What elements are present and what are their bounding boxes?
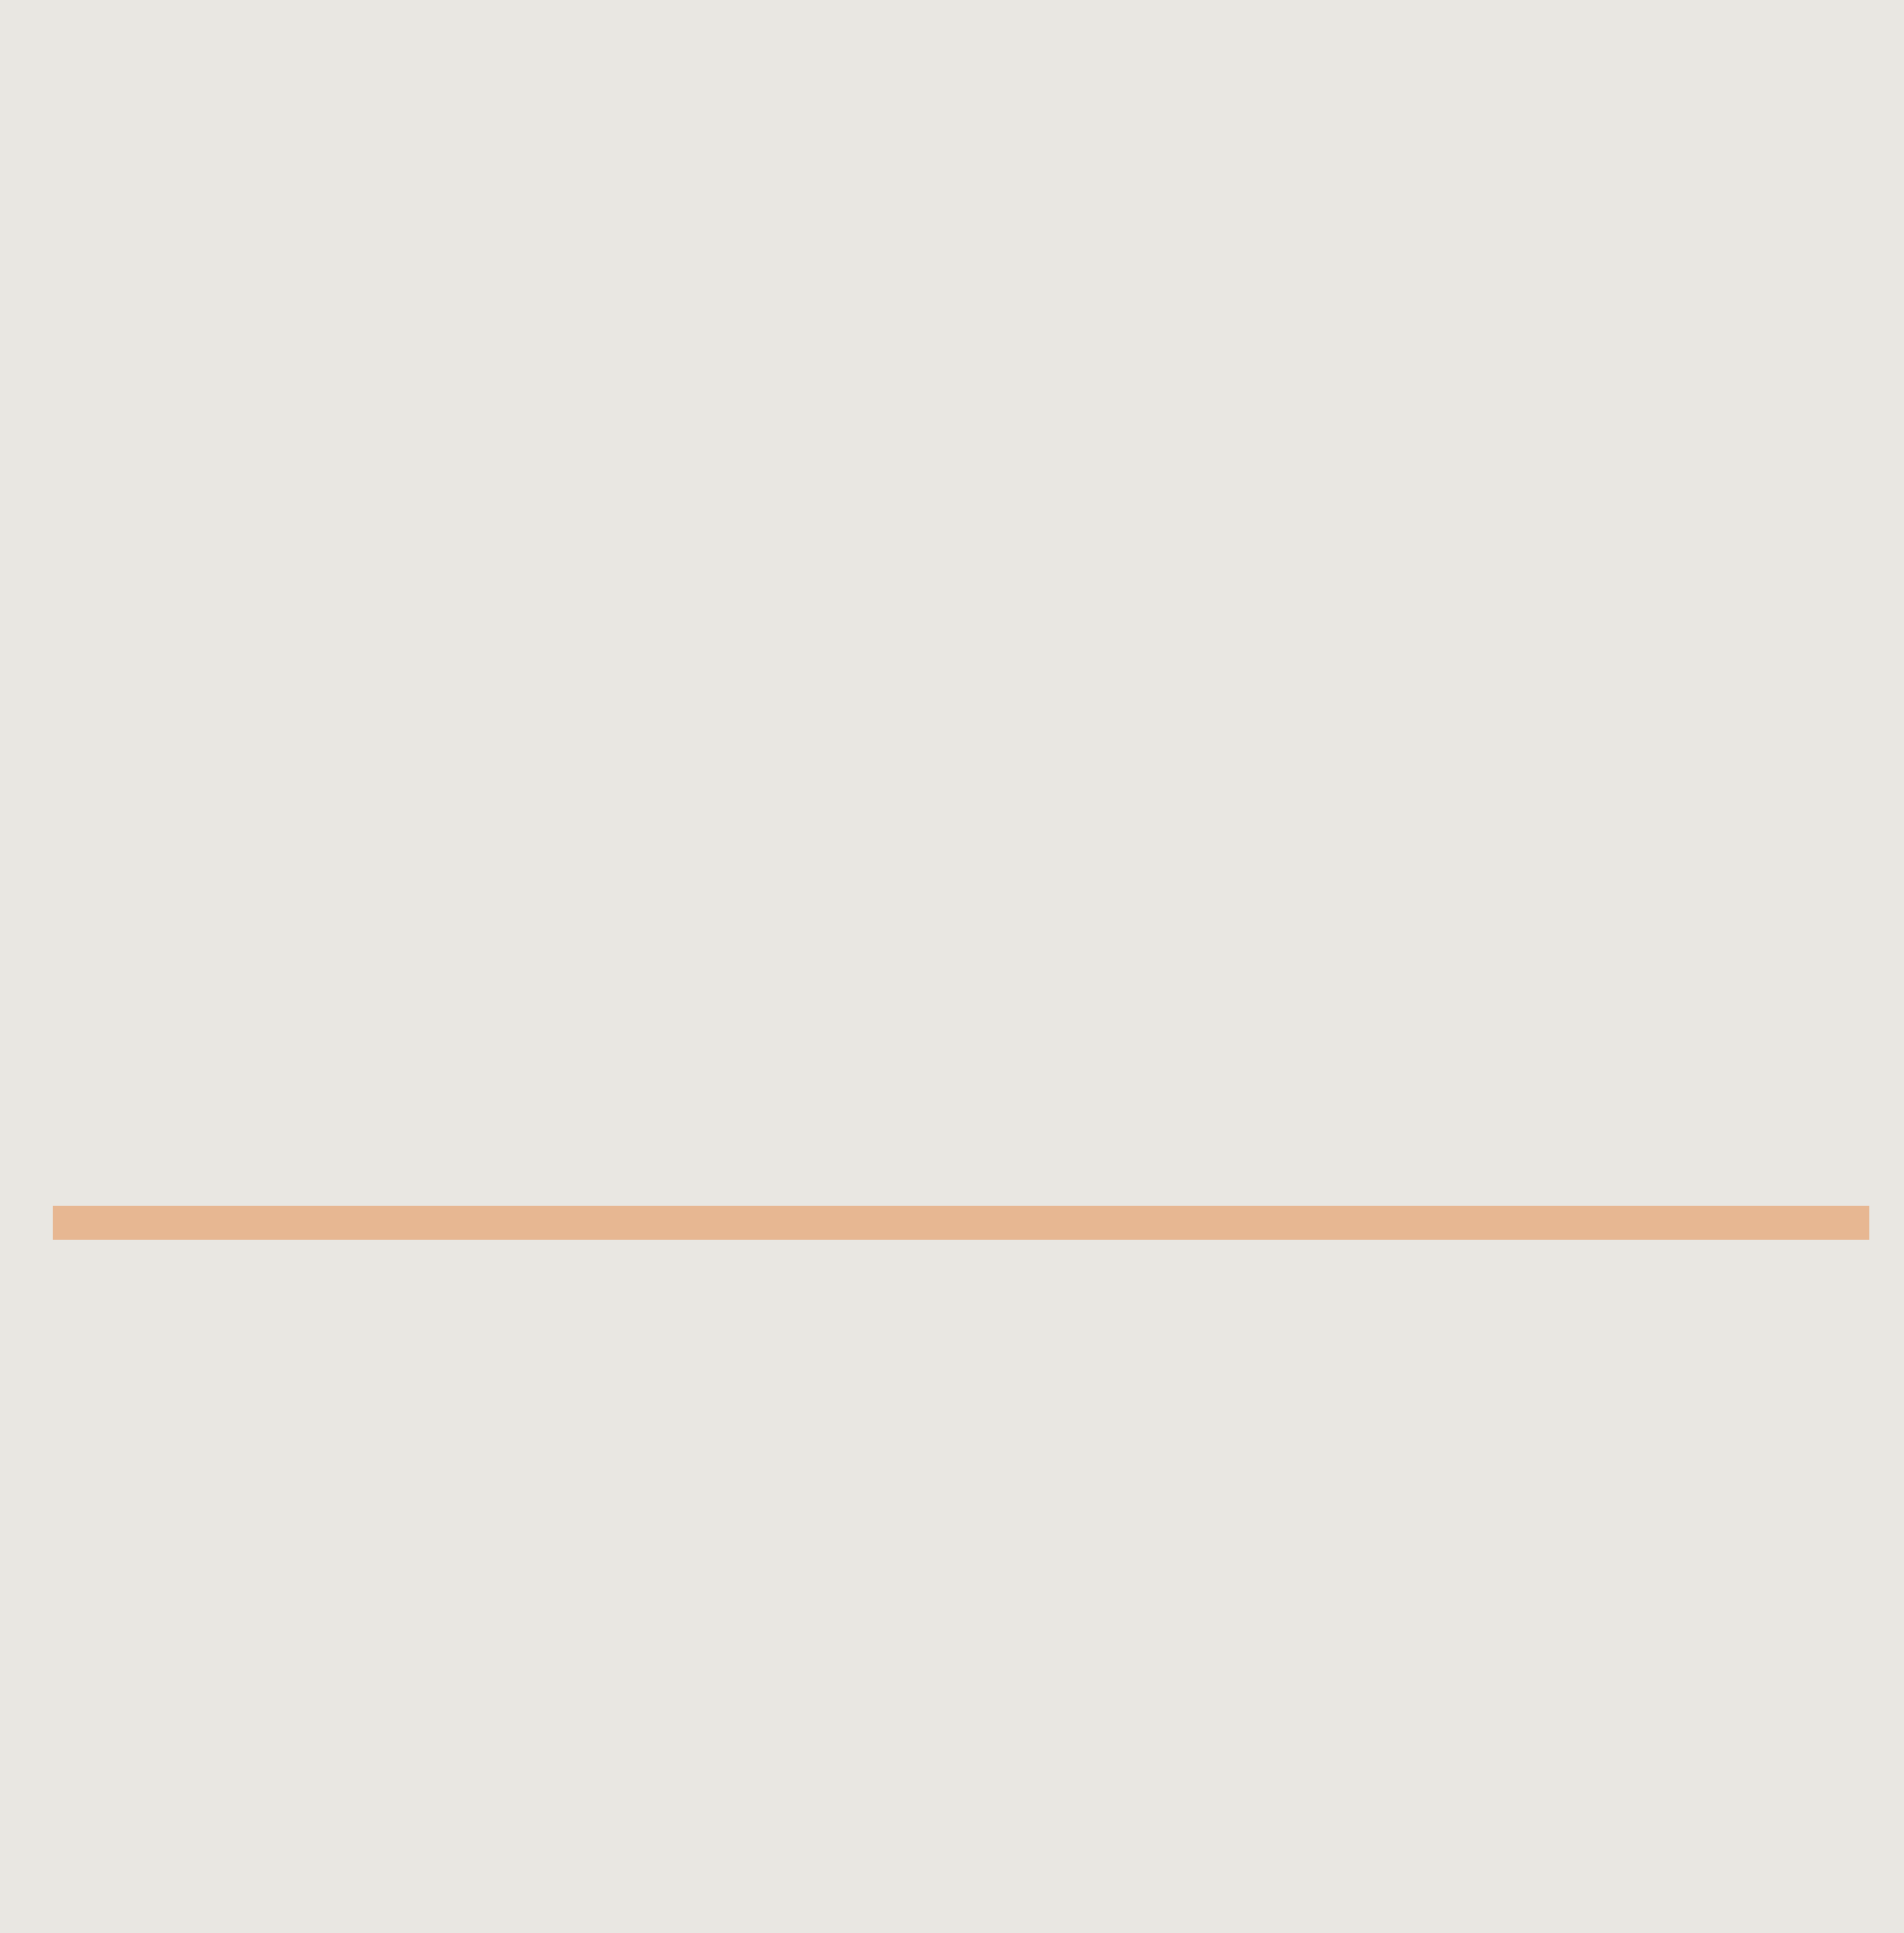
allocation-banner-title [53,1206,1869,1240]
municipality-tables [48,23,1869,1178]
